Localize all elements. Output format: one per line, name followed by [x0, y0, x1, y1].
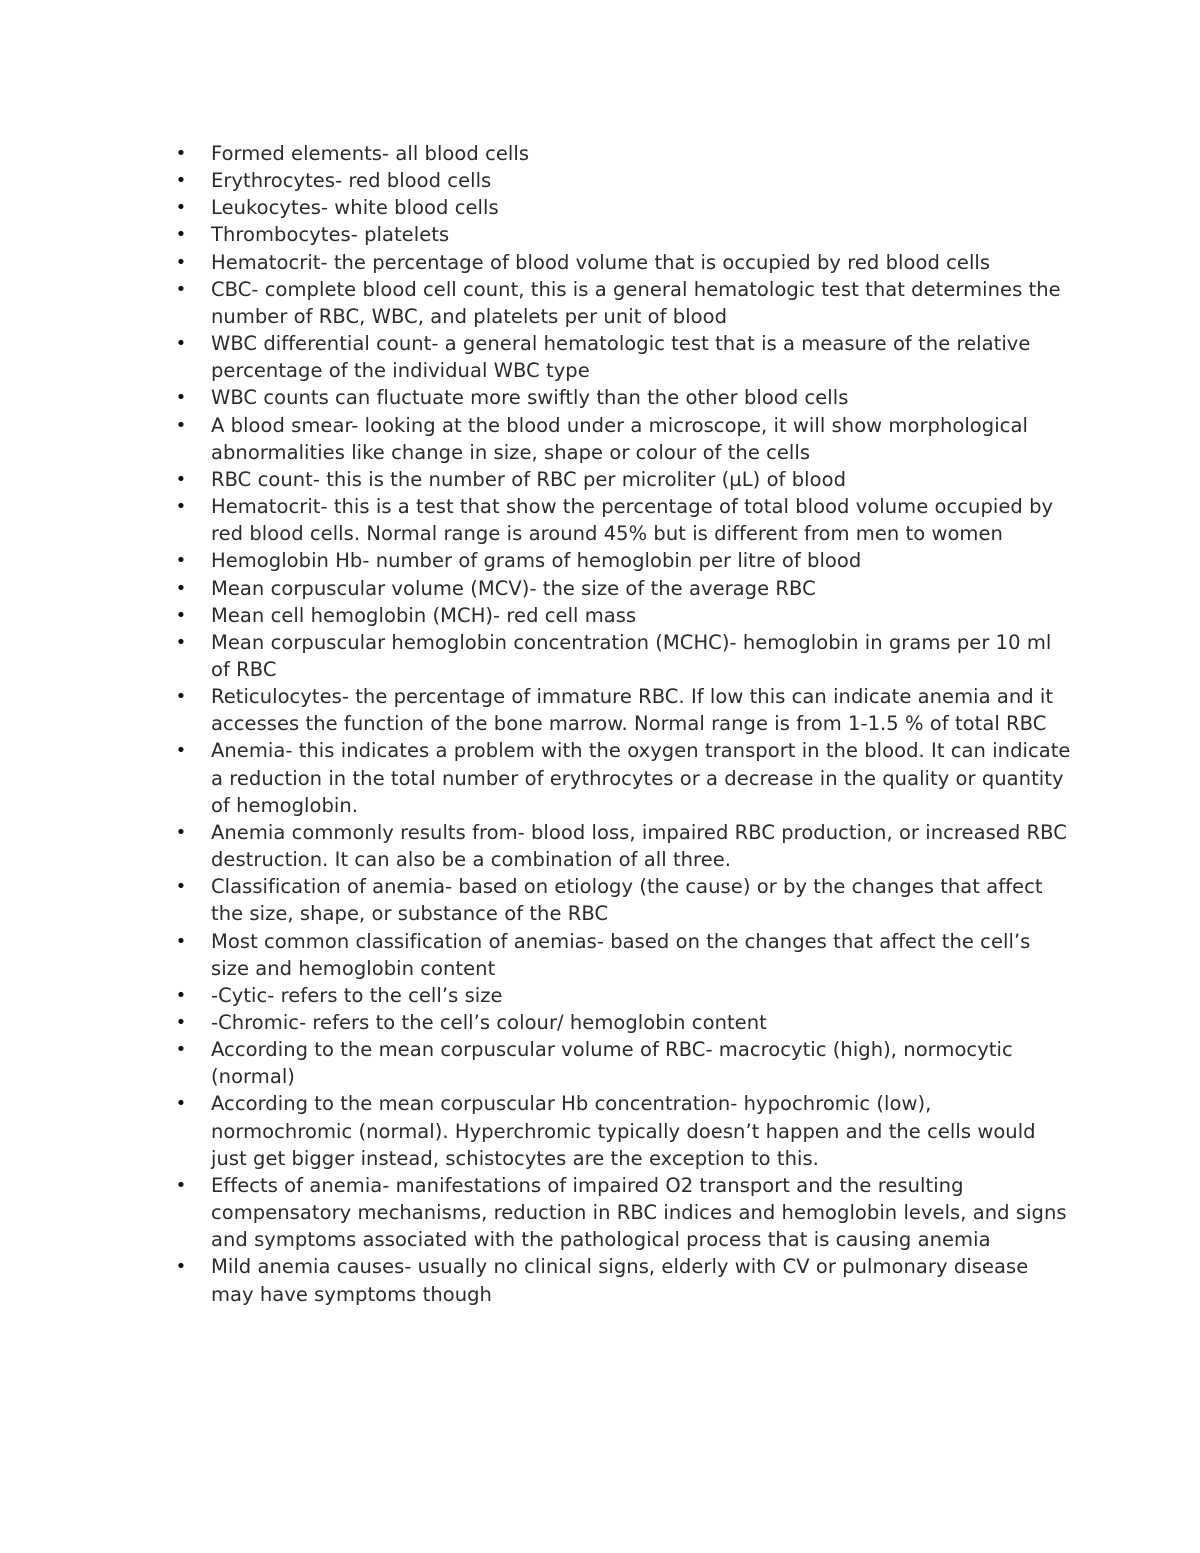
- list-item-text: Anemia- this indicates a problem with the oxygen transport in the blood. It can indicate a reduction in the total number of erythrocytes or a decrease in the quality or quantity of hemoglobin.: [211, 739, 1071, 817]
- bullet-icon: •: [175, 604, 187, 626]
- list-item-text: WBC differential count- a general hematologic test that is a measure of the relative percentage of the individual WBC type: [211, 332, 1031, 383]
- list-item: [171, 140, 1071, 167]
- list-item-text: Thrombocytes- platelets: [211, 223, 450, 247]
- list-item: [171, 249, 1071, 276]
- bullet-icon: •: [175, 387, 187, 409]
- list-item: [171, 602, 1071, 629]
- list-item: [171, 928, 1071, 982]
- bullet-icon: •: [175, 577, 187, 599]
- list-item-text: Most common classification of anemias- based on the changes that affect the cell’s size and hemoglobin content: [211, 929, 1031, 980]
- list-item-text: A blood smear- looking at the blood under a microscope, it will show morphological abnormalities like change in size, shape or colour of the cells: [211, 413, 1028, 464]
- list-item-text: Hemoglobin Hb- number of grams of hemoglobin per litre of blood: [211, 549, 862, 573]
- list-item: [171, 1172, 1071, 1253]
- bullet-icon: •: [175, 631, 187, 653]
- list-item-text: Hematocrit- the percentage of blood volume that is occupied by red blood cells: [211, 250, 991, 274]
- bullet-icon: •: [175, 278, 187, 300]
- bullet-icon: •: [175, 984, 187, 1006]
- list-item-text: Mean corpuscular volume (MCV)- the size of the average RBC: [211, 576, 816, 600]
- bullet-icon: •: [175, 876, 187, 898]
- list-item-text: Anemia commonly results from- blood loss, impaired RBC production, or increased RBC destruction. It can also be a combination of all three.: [211, 820, 1067, 872]
- list-item: [171, 629, 1071, 683]
- list-item: [171, 466, 1071, 493]
- list-item-text: Hematocrit- this is a test that show the percentage of total blood volume occupied by red blood cells. Normal range is around 45% but is different from men to women: [211, 495, 1054, 546]
- bullet-icon: •: [175, 468, 187, 490]
- list-item: [171, 167, 1071, 194]
- bullet-icon: •: [175, 930, 187, 952]
- list-item: [171, 873, 1071, 927]
- bullet-icon: •: [175, 333, 187, 355]
- list-item-text: RBC count- this is the number of RBC per microliter (µL) of blood: [211, 467, 846, 491]
- list-item-text: According to the mean corpuscular volume of RBC- macrocytic (high), normocytic (normal): [211, 1038, 1013, 1089]
- list-item: [171, 493, 1071, 547]
- list-item: [171, 412, 1071, 466]
- list-item: [171, 330, 1071, 384]
- list-item: [171, 1009, 1071, 1036]
- bullet-icon: •: [175, 496, 187, 518]
- list-item-text: Reticulocytes- the percentage of immature RBC. If low this can indicate anemia and it accesses the function of the bone marrow. Normal range is from 1-1.5 % of total RBC: [211, 685, 1054, 736]
- bullet-icon: •: [175, 143, 187, 164]
- bullet-icon: •: [175, 224, 187, 246]
- list-item-text: Formed elements- all blood cells: [211, 142, 530, 165]
- list-item-text: -Cytic- refers to the cell’s size: [211, 983, 503, 1007]
- list-item: [171, 575, 1071, 602]
- list-item: [171, 1253, 1071, 1307]
- bullet-icon: •: [175, 170, 187, 192]
- bullet-icon: •: [175, 251, 187, 273]
- bullet-list: [171, 140, 1071, 1308]
- bullet-icon: •: [175, 1012, 187, 1033]
- bullet-icon: •: [175, 686, 187, 708]
- list-item: [171, 737, 1071, 818]
- list-item-text: Mild anemia causes- usually no clinical signs, elderly with CV or pulmonary disease may have symptoms though: [211, 1255, 1029, 1306]
- list-item-text: Mean corpuscular hemoglobin concentration (MCHC)- hemoglobin in grams per 10 ml of RBC: [211, 630, 1052, 681]
- list-item-text: -Chromic- refers to the cell’s colour/ hemoglobin content: [211, 1011, 767, 1034]
- list-item-text: WBC counts can fluctuate more swiftly than the other blood cells: [211, 386, 849, 410]
- list-item-text: Leukocytes- white blood cells: [211, 196, 499, 220]
- list-item-text: CBC- complete blood cell count, this is a general hematologic test that determines the number of RBC, WBC, and platelets per unit of blood: [211, 277, 1061, 328]
- list-item: [171, 982, 1071, 1009]
- list-item: [171, 194, 1071, 221]
- bullet-icon: •: [175, 1174, 187, 1196]
- bullet-icon: •: [175, 740, 187, 762]
- list-item: [171, 547, 1071, 574]
- list-item-text: Erythrocytes- red blood cells: [211, 169, 492, 193]
- list-item-text: Effects of anemia- manifestations of impaired O2 transport and the resulting compensatory mechanisms, reduction in RBC indices and hemoglobin levels, and signs and symptoms associated with the pathological process that is causing anemia: [211, 1173, 1067, 1252]
- bullet-icon: •: [175, 1039, 187, 1061]
- list-item: [171, 1090, 1071, 1171]
- list-item-text: According to the mean corpuscular Hb concentration- hypochromic (low), normochromic (normal). Hyperchromic typically doesn’t happen and the cells would just get bigger instead, schistocytes are the exception to this.: [211, 1092, 1036, 1170]
- list-item: [171, 683, 1071, 737]
- list-item-text: Classification of anemia- based on etiology (the cause) or by the changes that affect the size, shape, or substance of the RBC: [211, 875, 1043, 926]
- list-item: [171, 819, 1071, 873]
- bullet-icon: •: [175, 414, 187, 436]
- bullet-icon: •: [175, 197, 187, 219]
- bullet-icon: •: [175, 1256, 187, 1278]
- list-item: [171, 276, 1071, 330]
- list-item-text: Mean cell hemoglobin (MCH)- red cell mass: [211, 603, 637, 627]
- list-item: [171, 384, 1071, 411]
- list-item: [171, 1036, 1071, 1090]
- bullet-icon: •: [175, 821, 187, 843]
- bullet-icon: •: [175, 550, 187, 572]
- bullet-icon: •: [175, 1093, 187, 1115]
- list-item: [171, 221, 1071, 248]
